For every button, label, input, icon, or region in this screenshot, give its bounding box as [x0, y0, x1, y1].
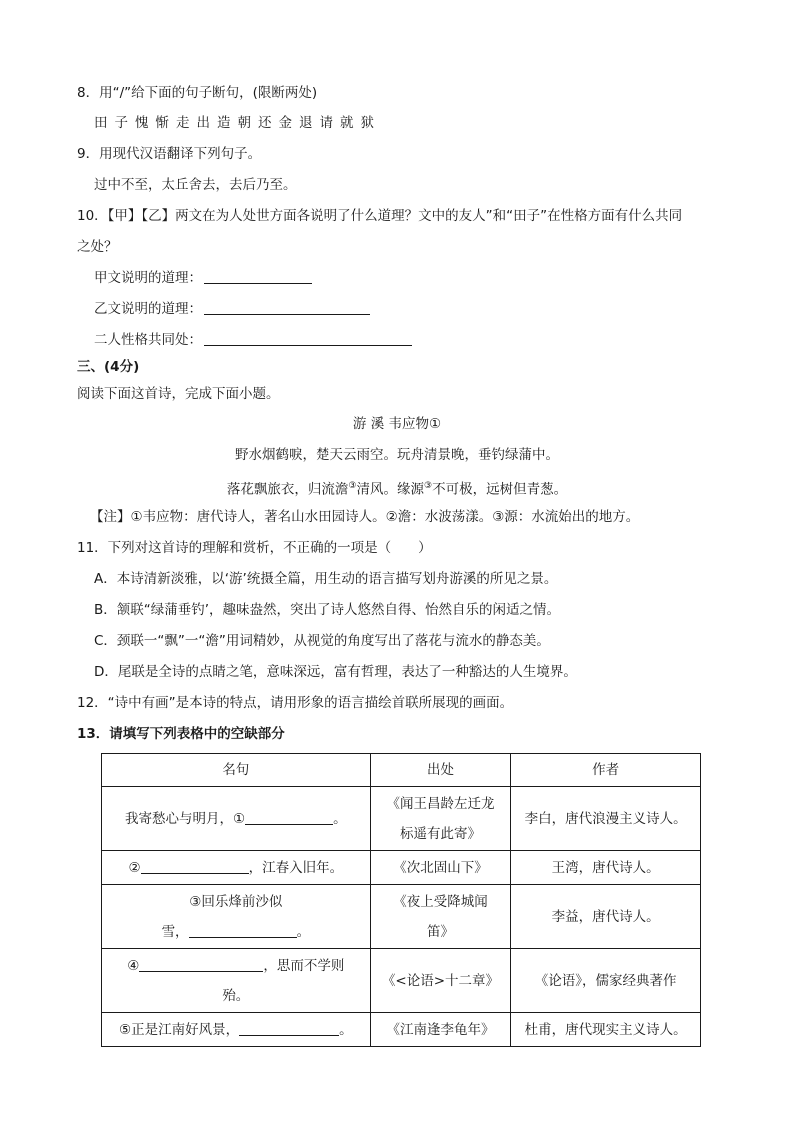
poem-line2-a: 落花飘旅衣，归流澹	[226, 481, 349, 498]
quote-text: 。	[339, 1021, 353, 1038]
q10-prompt-line1: 10．【甲】【乙】两文在为人处世方面各说明了什么道理？文中的友人”和“田子”在性格方面有什么共同	[77, 208, 683, 224]
q8-prompt: 8．用“/”给下面的句子断句，(限断两处)	[77, 85, 318, 101]
q11-prompt: 11．下列对这首诗的理解和赏析，不正确的一项是（ ）	[77, 540, 432, 556]
famous-lines-table	[101, 753, 701, 1047]
poem-line2-c: 不可极，远树但青葱。	[432, 481, 568, 498]
table-header-row	[102, 754, 701, 787]
poem-line1: 野水烟鹤唳，楚天云雨空。玩舟清景晚，垂钓绿蒲中。	[235, 447, 559, 463]
quote-cell	[102, 885, 371, 949]
table-header-author: 作者	[511, 754, 701, 787]
table-row	[102, 1013, 701, 1047]
quote-cell	[102, 1013, 371, 1047]
q11-option-a: A．本诗清新淡雅，以‘游’统摄全篇，用生动的语言描写划舟游溪的所见之景。	[94, 571, 558, 587]
quote-text: ⑤正是江南好风景，	[119, 1021, 240, 1038]
quote-text: ，思而不学则	[263, 957, 345, 974]
section3-intro: 阅读下面这首诗，完成下面小题。	[77, 386, 280, 402]
source-text: 笛》	[427, 923, 454, 940]
source-text: 《闻王昌龄左迁龙	[386, 795, 495, 812]
quote-text: ④	[127, 957, 140, 974]
author-cell: 李益，唐代诗人。	[511, 885, 701, 949]
author-cell: 王湾，唐代诗人。	[511, 851, 701, 885]
source-cell: 《次北固山下》	[370, 851, 511, 885]
q8-sentence: 田子愧惭走出造朝还金退请就狱	[94, 115, 381, 131]
q10-prompt-line2: 之处？	[77, 239, 118, 255]
q13-prompt: 13．请填写下列表格中的空缺部分	[77, 726, 285, 742]
table-row	[102, 885, 701, 949]
table-header-source: 出处	[370, 754, 511, 787]
poem-title: 游 溪 韦应物①	[352, 416, 442, 432]
source-text: 《夜上受降城闻	[393, 893, 488, 910]
quote-blank[interactable]	[141, 859, 249, 874]
table-row	[102, 949, 701, 1013]
author-cell: 《论语》，儒家经典著作	[511, 949, 701, 1013]
q10-common-row	[94, 330, 412, 350]
table-row	[102, 787, 701, 851]
quote-text: 雪，	[161, 923, 189, 940]
q11-option-b: B．颔联“绿蒲垂钓’，趣味盎然，突出了诗人悠然自得、怡然自乐的闲适之情。	[94, 602, 561, 618]
quote-blank[interactable]	[245, 810, 333, 825]
quote-blank[interactable]	[239, 1021, 339, 1036]
quote-cell	[102, 787, 371, 851]
q11-option-d: D．尾联是全诗的点睛之笔，意味深远，富有哲理，表达了一种豁达的人生境界。	[94, 664, 577, 680]
section3-heading: 三、(4分)	[77, 359, 140, 375]
source-cell: 《<论语>十二章》	[370, 949, 511, 1013]
q10-jia-blank[interactable]	[204, 269, 312, 284]
q10-jia-row	[94, 268, 312, 288]
q10-yi-row	[94, 299, 370, 319]
quote-text: 殆。	[222, 987, 250, 1004]
quote-text: ，江春入旧年。	[248, 859, 344, 876]
poem-line2-b: 清风。缘源	[356, 481, 424, 498]
q9-prompt: 9．用现代汉语翻译下列句子。	[77, 146, 262, 162]
quote-blank[interactable]	[139, 957, 263, 972]
quote-text: ③回乐烽前沙似	[189, 893, 283, 910]
q12-prompt: 12．“诗中有画”是本诗的特点，请用形象的语言描绘首联所展现的画面。	[77, 695, 514, 711]
q10-common-blank[interactable]	[204, 331, 412, 346]
q10-yi-blank[interactable]	[204, 300, 370, 315]
source-cell: 《江南逢李龟年》	[370, 1013, 511, 1047]
quote-cell	[102, 949, 371, 1013]
source-cell	[370, 885, 511, 949]
q9-sentence: 过中不至，太丘舍去，去后乃至。	[94, 177, 297, 193]
author-cell: 杜甫，唐代现实主义诗人。	[511, 1013, 701, 1047]
q10-yi-label: 乙文说明的道理：	[94, 301, 202, 317]
poem-note: 【注】①韦应物：唐代诗人，著名山水田园诗人。②澹：水波荡漾。③源：水流始出的地方。	[90, 509, 640, 525]
quote-text: ②	[128, 859, 141, 876]
quote-text: 。	[333, 810, 347, 827]
quote-text: 我寄愁心与明月，①	[125, 810, 246, 827]
quote-blank[interactable]	[189, 923, 297, 938]
table-row	[102, 851, 701, 885]
q10-common-label: 二人性格共同处：	[94, 332, 202, 348]
table-header-quote: 名句	[102, 754, 371, 787]
q11-option-c: C．颈联一“飘”一“澹”用词精妙，从视觉的角度写出了落花与流水的静态美。	[94, 633, 550, 649]
quote-cell	[102, 851, 371, 885]
source-text: 标遥有此寄》	[400, 825, 481, 842]
q10-jia-label: 甲文说明的道理：	[94, 270, 202, 286]
poem-footnote-mark: ③	[424, 481, 433, 491]
quote-text: 。	[296, 923, 311, 940]
poem-line2	[0, 476, 794, 500]
source-cell	[370, 787, 511, 851]
author-cell: 李白，唐代浪漫主义诗人。	[511, 787, 701, 851]
poem-footnote-mark: ③	[348, 481, 357, 491]
